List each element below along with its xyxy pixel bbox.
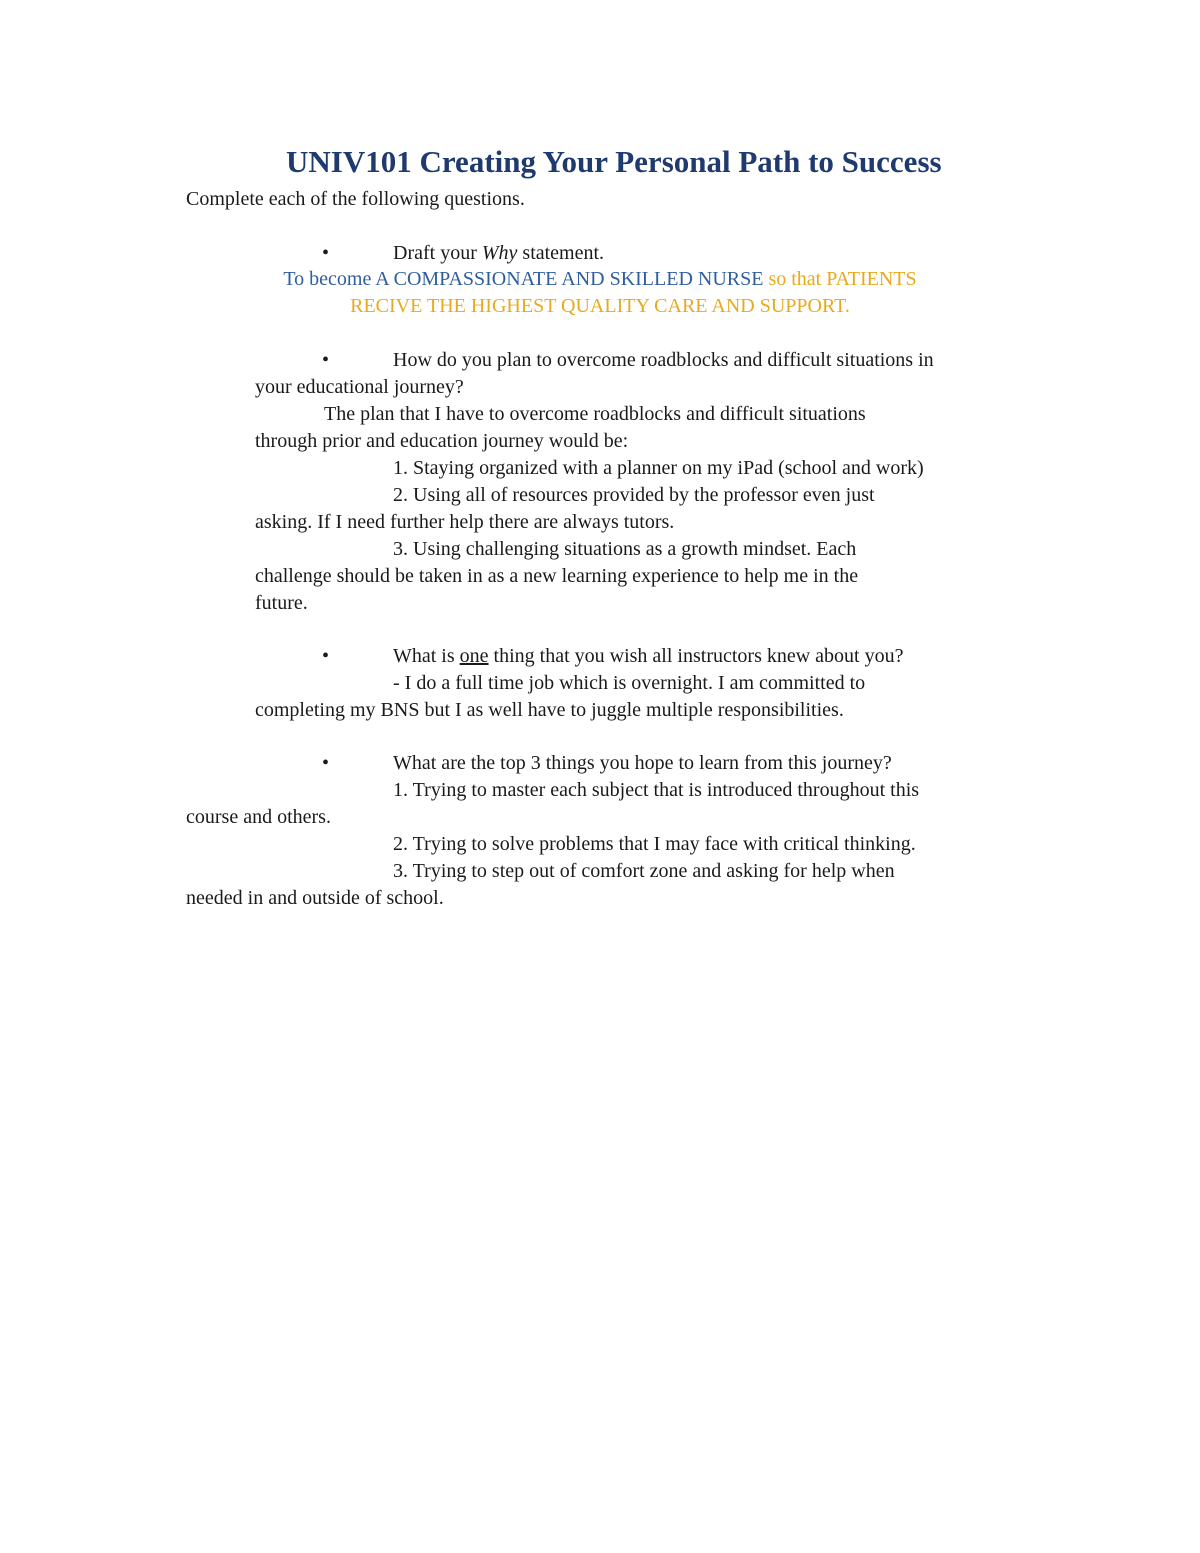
why-statement-line-2: RECIVE THE HIGHEST QUALITY CARE AND SUPPORT. — [350, 295, 850, 317]
question-3-suffix: thing that you wish all instructors knew about you? — [488, 645, 904, 667]
intro-text: Complete each of the following questions. — [186, 188, 525, 210]
answer-4-line-2: course and others. — [186, 806, 331, 828]
why-statement-gold: so that PATIENTS — [763, 268, 917, 290]
question-1-prefix: Draft your — [393, 242, 482, 264]
answer-4-line-4: 3. Trying to step out of comfort zone and asking for help when — [393, 860, 895, 882]
why-statement-line-1 — [0, 266, 1200, 293]
bullet-4: • — [322, 752, 330, 774]
question-2-line-2: your educational journey? — [255, 376, 464, 398]
answer-2-line-2: through prior and education journey would be: — [255, 430, 629, 452]
bullet-1: • — [322, 242, 330, 264]
answer-2-line-6: 3. Using challenging situations as a growth mindset. Each — [393, 538, 857, 560]
question-3-prefix: What is — [393, 645, 460, 667]
question-2-line-1: How do you plan to overcome roadblocks and difficult situations in — [393, 349, 934, 371]
answer-2-line-8: future. — [255, 592, 308, 614]
question-3-emphasis: one — [459, 645, 489, 667]
bullet-3: • — [322, 645, 330, 667]
answer-2-line-5: asking. If I need further help there are always tutors. — [255, 511, 675, 533]
answer-2-line-3: 1. Staying organized with a planner on my iPad (school and work) — [393, 457, 924, 479]
answer-3-line-1: - I do a full time job which is overnight. I am committed to — [393, 672, 866, 694]
question-1-emphasis: Why — [481, 242, 518, 264]
question-3 — [393, 643, 904, 670]
document-title: UNIV101 Creating Your Personal Path to Success — [286, 144, 942, 179]
answer-3-line-2: completing my BNS but I as well have to juggle multiple responsibilities. — [255, 699, 844, 721]
bullet-2: • — [322, 349, 330, 371]
why-statement-blue: To become A COMPASSIONATE AND SKILLED NURSE — [283, 268, 764, 290]
question-1 — [393, 240, 604, 267]
question-4: What are the top 3 things you hope to learn from this journey? — [393, 752, 892, 774]
answer-4-line-5: needed in and outside of school. — [186, 887, 444, 909]
answer-4-line-1: 1. Trying to master each subject that is introduced throughout this — [393, 779, 920, 801]
answer-2-line-7: challenge should be taken in as a new learning experience to help me in the — [255, 565, 859, 587]
answer-4-line-3: 2. Trying to solve problems that I may face with critical thinking. — [393, 833, 916, 855]
answer-2-line-4: 2. Using all of resources provided by the professor even just — [393, 484, 875, 506]
question-1-suffix: statement. — [517, 242, 605, 264]
answer-2-line-1: The plan that I have to overcome roadblocks and difficult situations — [324, 403, 866, 425]
